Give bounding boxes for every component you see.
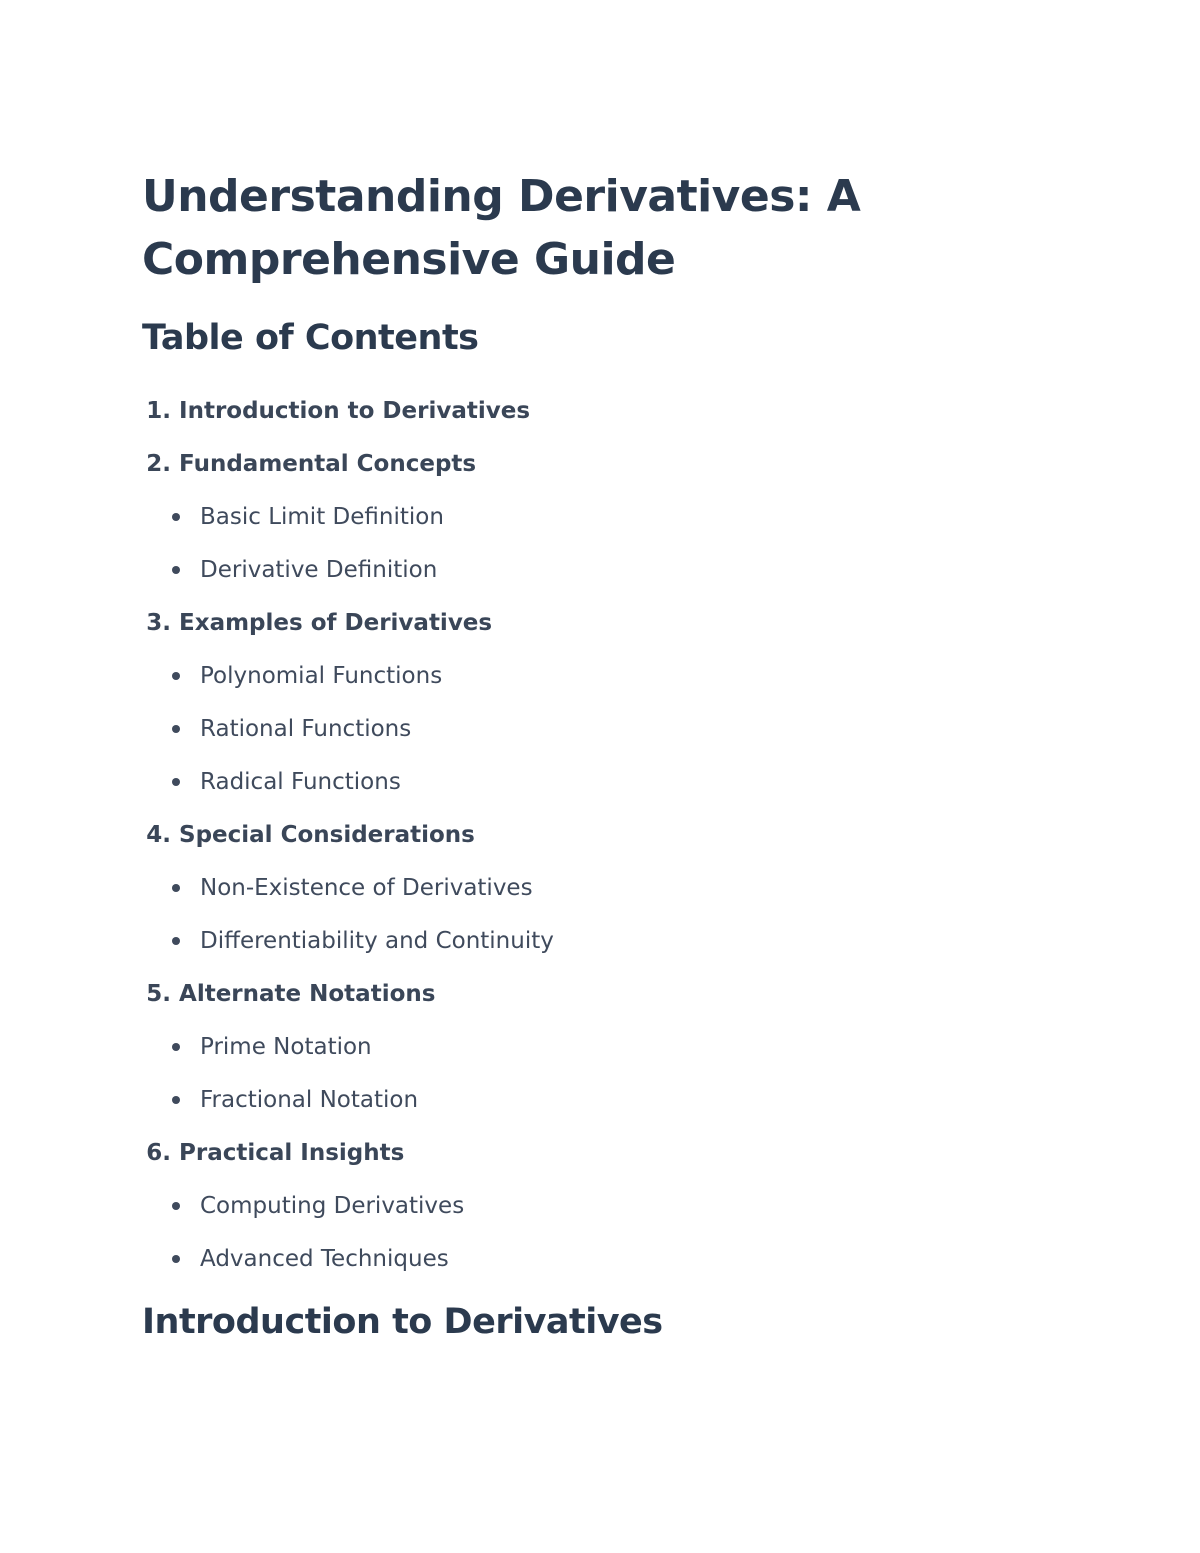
bullet-icon (172, 1202, 180, 1210)
toc-item-number: 6. (146, 1139, 171, 1166)
bullet-icon (172, 566, 180, 574)
bullet-icon (172, 513, 180, 521)
toc-subitem-rational-functions[interactable] (142, 702, 942, 755)
toc-subitem-derivative-definition[interactable] (142, 543, 942, 596)
toc-subitem-fractional-notation[interactable] (142, 1073, 942, 1126)
bullet-icon (172, 778, 180, 786)
toc-subitem-basic-limit-definition[interactable] (142, 490, 942, 543)
toc-item-number: 5. (146, 980, 171, 1007)
toc-subitem-label: Rational Functions (200, 715, 412, 742)
bullet-icon (172, 1043, 180, 1051)
toc-subitem-label: Basic Limit Definition (200, 503, 444, 530)
toc-item-number: 3. (146, 609, 171, 636)
toc-subitem-label: Differentiability and Continuity (200, 927, 554, 954)
toc-heading: Table of Contents (142, 318, 479, 358)
toc-subitem-label: Polynomial Functions (200, 662, 443, 689)
toc-subitem-label: Advanced Techniques (200, 1245, 449, 1272)
bullet-icon (172, 937, 180, 945)
toc-item-number: 4. (146, 821, 171, 848)
toc-subitem-label: Fractional Notation (200, 1086, 419, 1113)
toc-item-label: Examples of Derivatives (179, 609, 493, 636)
toc-item-fundamental-concepts[interactable] (142, 437, 942, 490)
toc-subitem-label: Derivative Definition (200, 556, 438, 583)
bullet-icon (172, 1096, 180, 1104)
bullet-icon (172, 725, 180, 733)
document-title: Understanding Derivatives: A Comprehensive Guide (142, 171, 861, 285)
toc-item-number: 1. (146, 397, 171, 424)
toc-subitem-computing-derivatives[interactable] (142, 1179, 942, 1232)
toc-subitem-label: Radical Functions (200, 768, 401, 795)
toc-item-label: Fundamental Concepts (179, 450, 477, 477)
bullet-icon (172, 1255, 180, 1263)
toc-subitem-differentiability[interactable] (142, 914, 942, 967)
toc-subitem-label: Non-Existence of Derivatives (200, 874, 533, 901)
toc-item-alternate-notations[interactable] (142, 967, 942, 1020)
toc-subitem-non-existence[interactable] (142, 861, 942, 914)
toc-subitem-prime-notation[interactable] (142, 1020, 942, 1073)
toc-item-label: Practical Insights (179, 1139, 405, 1166)
toc-subitem-label: Prime Notation (200, 1033, 372, 1060)
bullet-icon (172, 884, 180, 892)
toc-item-number: 2. (146, 450, 171, 477)
bullet-icon (172, 672, 180, 680)
toc-subitem-advanced-techniques[interactable] (142, 1232, 942, 1285)
toc-item-practical-insights[interactable] (142, 1126, 942, 1179)
toc-item-label: Special Considerations (179, 821, 475, 848)
toc-subitem-polynomial-functions[interactable] (142, 649, 942, 702)
toc-item-label: Alternate Notations (179, 980, 436, 1007)
toc-subitem-radical-functions[interactable] (142, 755, 942, 808)
table-of-contents (142, 384, 942, 1285)
toc-item-examples[interactable] (142, 596, 942, 649)
toc-item-label: Introduction to Derivatives (179, 397, 531, 424)
toc-item-introduction[interactable] (142, 384, 942, 437)
toc-subitem-label: Computing Derivatives (200, 1192, 465, 1219)
section-heading-introduction: Introduction to Derivatives (142, 1302, 663, 1342)
toc-item-special-considerations[interactable] (142, 808, 942, 861)
